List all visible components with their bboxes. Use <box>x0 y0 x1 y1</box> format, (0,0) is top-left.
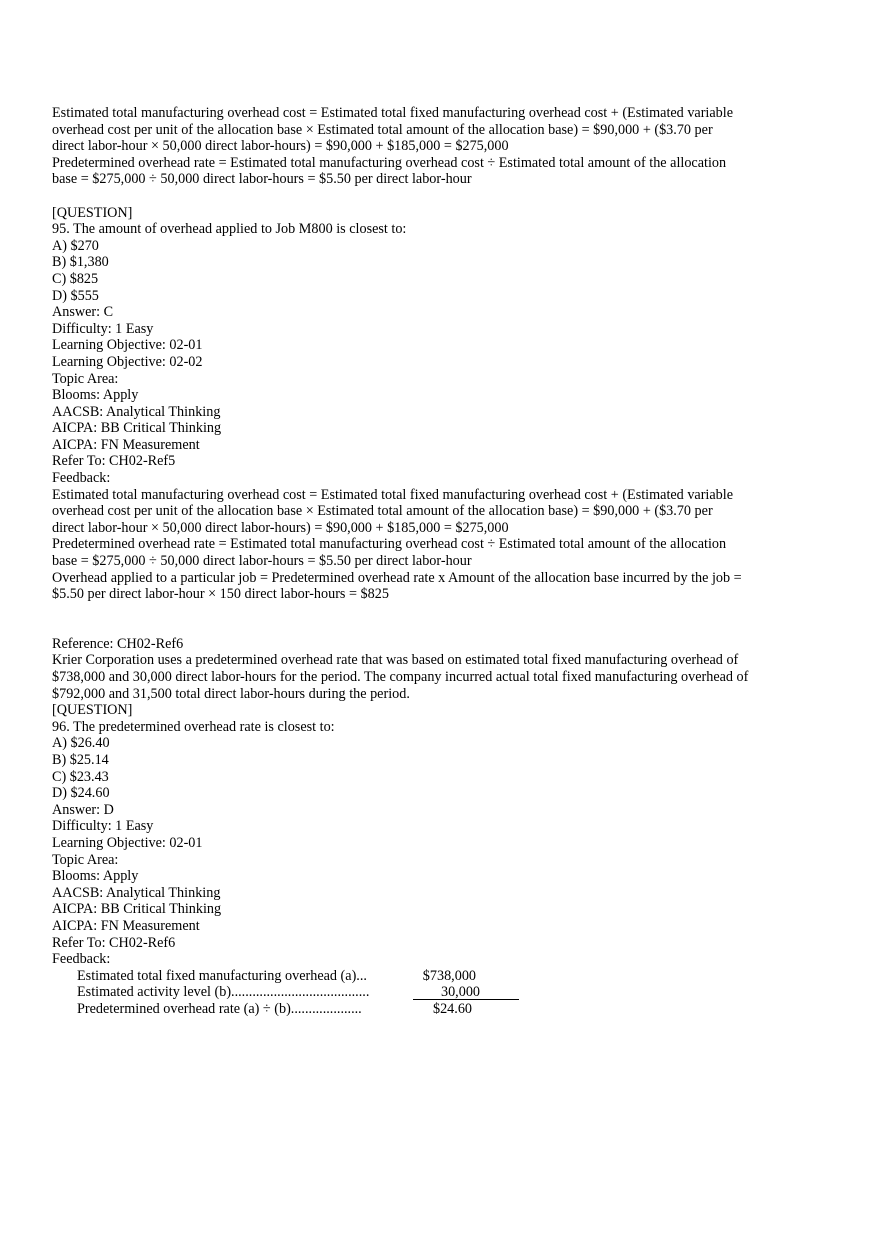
option-c: C) $23.43 <box>52 768 109 785</box>
feedback-line: overhead cost per unit of the allocation base × Estimated total amount of the allocation base) = $90,000 + ($3.70 per <box>52 503 713 520</box>
aicpa-fn: AICPA: FN Measurement <box>52 917 200 934</box>
feedback-table <box>77 968 822 1018</box>
reference-block <box>52 636 822 702</box>
option-c: C) $825 <box>52 270 99 287</box>
aicpa-bb: AICPA: BB Critical Thinking <box>52 420 222 437</box>
reference-line: $792,000 and 31,500 total direct labor-hours during the period. <box>52 685 410 702</box>
blooms: Blooms: Apply <box>52 868 139 885</box>
question-stem: 95. The amount of overhead applied to Job M800 is closest to: <box>52 221 407 238</box>
feedback-label: Feedback: <box>52 470 111 487</box>
feedback-label: Feedback: <box>52 951 111 968</box>
answer: Answer: D <box>52 801 114 818</box>
question-96 <box>52 702 822 1017</box>
learning-objective: Learning Objective: 02-01 <box>52 337 203 354</box>
feedback-row-value: $738,000 <box>422 967 476 984</box>
question-stem: 96. The predetermined overhead rate is closest to: <box>52 718 335 735</box>
aicpa-fn: AICPA: FN Measurement <box>52 436 200 453</box>
text-line: Predetermined overhead rate = Estimated total manufacturing overhead cost ÷ Estimated total amount of the allocation <box>52 154 727 171</box>
option-b: B) $25.14 <box>52 751 109 768</box>
learning-objective: Learning Objective: 02-02 <box>52 353 203 370</box>
text-line: overhead cost per unit of the allocation base × Estimated total amount of the allocation base) = $90,000 + ($3.70 per <box>52 121 713 138</box>
aacsb: AACSB: Analytical Thinking <box>52 403 221 420</box>
option-a: A) $270 <box>52 237 99 254</box>
difficulty: Difficulty: 1 Easy <box>52 818 154 835</box>
text-line: base = $275,000 ÷ 50,000 direct labor-hours = $5.50 per direct labor-hour <box>52 171 472 188</box>
refer-to: Refer To: CH02-Ref5 <box>52 453 176 470</box>
option-b: B) $1,380 <box>52 254 109 271</box>
refer-to: Refer To: CH02-Ref6 <box>52 934 176 951</box>
reference-line: $738,000 and 30,000 direct labor-hours for the period. The company incurred actual total fixed manufacturing overhead of <box>52 669 749 685</box>
feedback-line: direct labor-hour × 50,000 direct labor-hours) = $90,000 + $185,000 = $275,000 <box>52 519 509 536</box>
text-line: direct labor-hour × 50,000 direct labor-hours) = $90,000 + $185,000 = $275,000 <box>52 138 509 155</box>
document-page <box>52 105 822 1017</box>
question-tag: [QUESTION] <box>52 204 133 221</box>
aicpa-bb: AICPA: BB Critical Thinking <box>52 901 222 918</box>
feedback-line: base = $275,000 ÷ 50,000 direct labor-hours = $5.50 per direct labor-hour <box>52 553 472 570</box>
reference-title: Reference: CH02-Ref6 <box>52 635 184 652</box>
spacer <box>52 188 822 205</box>
question-tag: [QUESTION] <box>52 702 133 719</box>
feedback-row-value: $24.60 <box>432 1000 472 1017</box>
blooms: Blooms: Apply <box>52 387 139 404</box>
aacsb: AACSB: Analytical Thinking <box>52 884 221 901</box>
feedback-line: Predetermined overhead rate = Estimated total manufacturing overhead cost ÷ Estimated total amount of the allocation <box>52 536 727 553</box>
spacer <box>52 603 822 636</box>
feedback-row-label: Predetermined overhead rate (a) ÷ (b).................... <box>77 1000 362 1017</box>
answer: Answer: C <box>52 304 114 321</box>
intro-feedback <box>52 105 822 188</box>
reference-line: Krier Corporation uses a predetermined overhead rate that was based on estimated total fixed manufacturing overhead of <box>52 652 739 669</box>
option-d: D) $24.60 <box>52 785 110 802</box>
feedback-line: Overhead applied to a particular job = Predetermined overhead rate x Amount of the allocation base incurred by the job = <box>52 569 742 586</box>
feedback-row-value: 30,000 <box>440 984 480 1001</box>
option-d: D) $555 <box>52 287 99 304</box>
feedback-table-row <box>77 968 822 985</box>
feedback-row-label: Estimated total fixed manufacturing overhead (a)... <box>77 967 367 984</box>
question-95 <box>52 205 822 603</box>
feedback-row-label: Estimated activity level (b)....................................... <box>77 984 370 1001</box>
feedback-table-row <box>77 1001 822 1018</box>
topic-area: Topic Area: <box>52 851 119 868</box>
feedback-table-row <box>77 984 822 1001</box>
feedback-line: $5.50 per direct labor-hour × 150 direct labor-hours = $825 <box>52 586 389 603</box>
topic-area: Topic Area: <box>52 370 119 387</box>
feedback-line: Estimated total manufacturing overhead cost = Estimated total fixed manufacturing overhead cost + (Estimated variable <box>52 486 734 503</box>
learning-objective: Learning Objective: 02-01 <box>52 834 203 851</box>
option-a: A) $26.40 <box>52 735 110 752</box>
difficulty: Difficulty: 1 Easy <box>52 320 154 337</box>
text-line: Estimated total manufacturing overhead cost = Estimated total fixed manufacturing overhead cost + (Estimated variable <box>52 105 734 121</box>
